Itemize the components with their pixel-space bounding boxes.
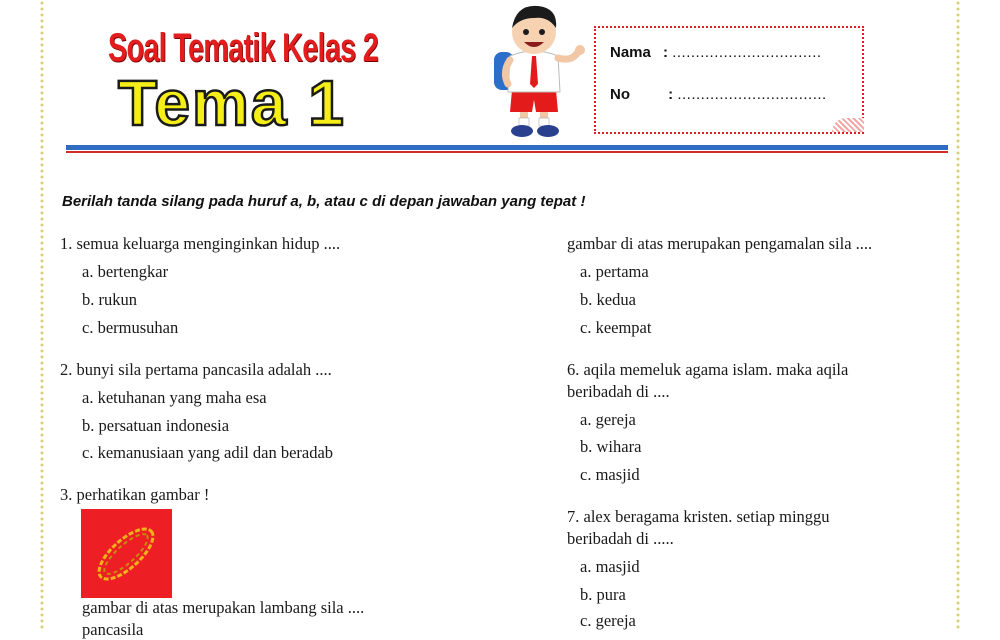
chain-symbol-image (81, 509, 172, 598)
number-label: No (610, 86, 630, 103)
q4-option-a[interactable]: a. pertama (580, 262, 649, 281)
header-rule-red (66, 151, 948, 153)
question-3-followup: gambar di atas merupakan lambang sila .... (82, 598, 365, 617)
worksheet-title: Soal Tematik Kelas 2 (108, 26, 378, 70)
q1-option-a[interactable]: a. bertengkar (82, 262, 169, 281)
question-7-line2: beribadah di ..... (567, 529, 674, 548)
q2-option-b[interactable]: b. persatuan indonesia (82, 416, 230, 435)
decorative-border-right (956, 0, 960, 630)
q1-option-c[interactable]: c. bermusuhan (82, 318, 179, 337)
question-6-line2: beribadah di .... (567, 382, 670, 401)
question-7-line1: 7. alex beragama kristen. setiap minggu (567, 507, 830, 526)
header-rule-blue (66, 145, 948, 150)
name-box (594, 26, 864, 134)
q2-option-c[interactable]: c. kemanusiaan yang adil dan beradab (82, 443, 334, 462)
question-1: 1. semua keluarga menginginkan hidup .... (60, 234, 341, 253)
q4-option-c[interactable]: c. keempat (580, 318, 652, 337)
page-curl-decoration (832, 118, 864, 132)
theme-title: Tema 1 (118, 67, 346, 139)
instruction-text: Berilah tanda silang pada huruf a, b, atau c di depan jawaban yang tepat ! (62, 193, 586, 210)
question-6-line1: 6. aqila memeluk agama islam. maka aqila (567, 360, 849, 379)
q4-option-b[interactable]: b. kedua (580, 290, 636, 309)
number-blank[interactable]: ................................ (677, 86, 827, 103)
q6-option-c[interactable]: c. masjid (580, 465, 640, 484)
q6-option-a[interactable]: a. gereja (580, 410, 636, 429)
decorative-border-left (40, 0, 44, 630)
q1-option-b[interactable]: b. rukun (82, 290, 137, 309)
question-2: 2. bunyi sila pertama pancasila adalah .... (60, 360, 332, 379)
name-field[interactable] (610, 44, 822, 61)
number-separator: : (668, 86, 674, 103)
name-blank[interactable]: ................................ (672, 44, 822, 61)
q7-option-a[interactable]: a. masjid (580, 557, 640, 576)
student-illustration (486, 0, 598, 142)
question-3-cut-line: pancasila (82, 620, 144, 639)
number-field[interactable] (610, 86, 827, 103)
q7-option-c[interactable]: c. gereja (580, 611, 636, 630)
chain-icon (81, 509, 172, 598)
name-label: Nama (610, 44, 651, 61)
q7-option-b[interactable]: b. pura (580, 585, 626, 604)
question-4-continued: gambar di atas merupakan pengamalan sila .... (567, 234, 873, 253)
q2-option-a[interactable]: a. ketuhanan yang maha esa (82, 388, 267, 407)
q6-option-b[interactable]: b. wihara (580, 437, 642, 456)
name-separator: : (663, 44, 669, 61)
question-3: 3. perhatikan gambar ! (60, 485, 210, 504)
